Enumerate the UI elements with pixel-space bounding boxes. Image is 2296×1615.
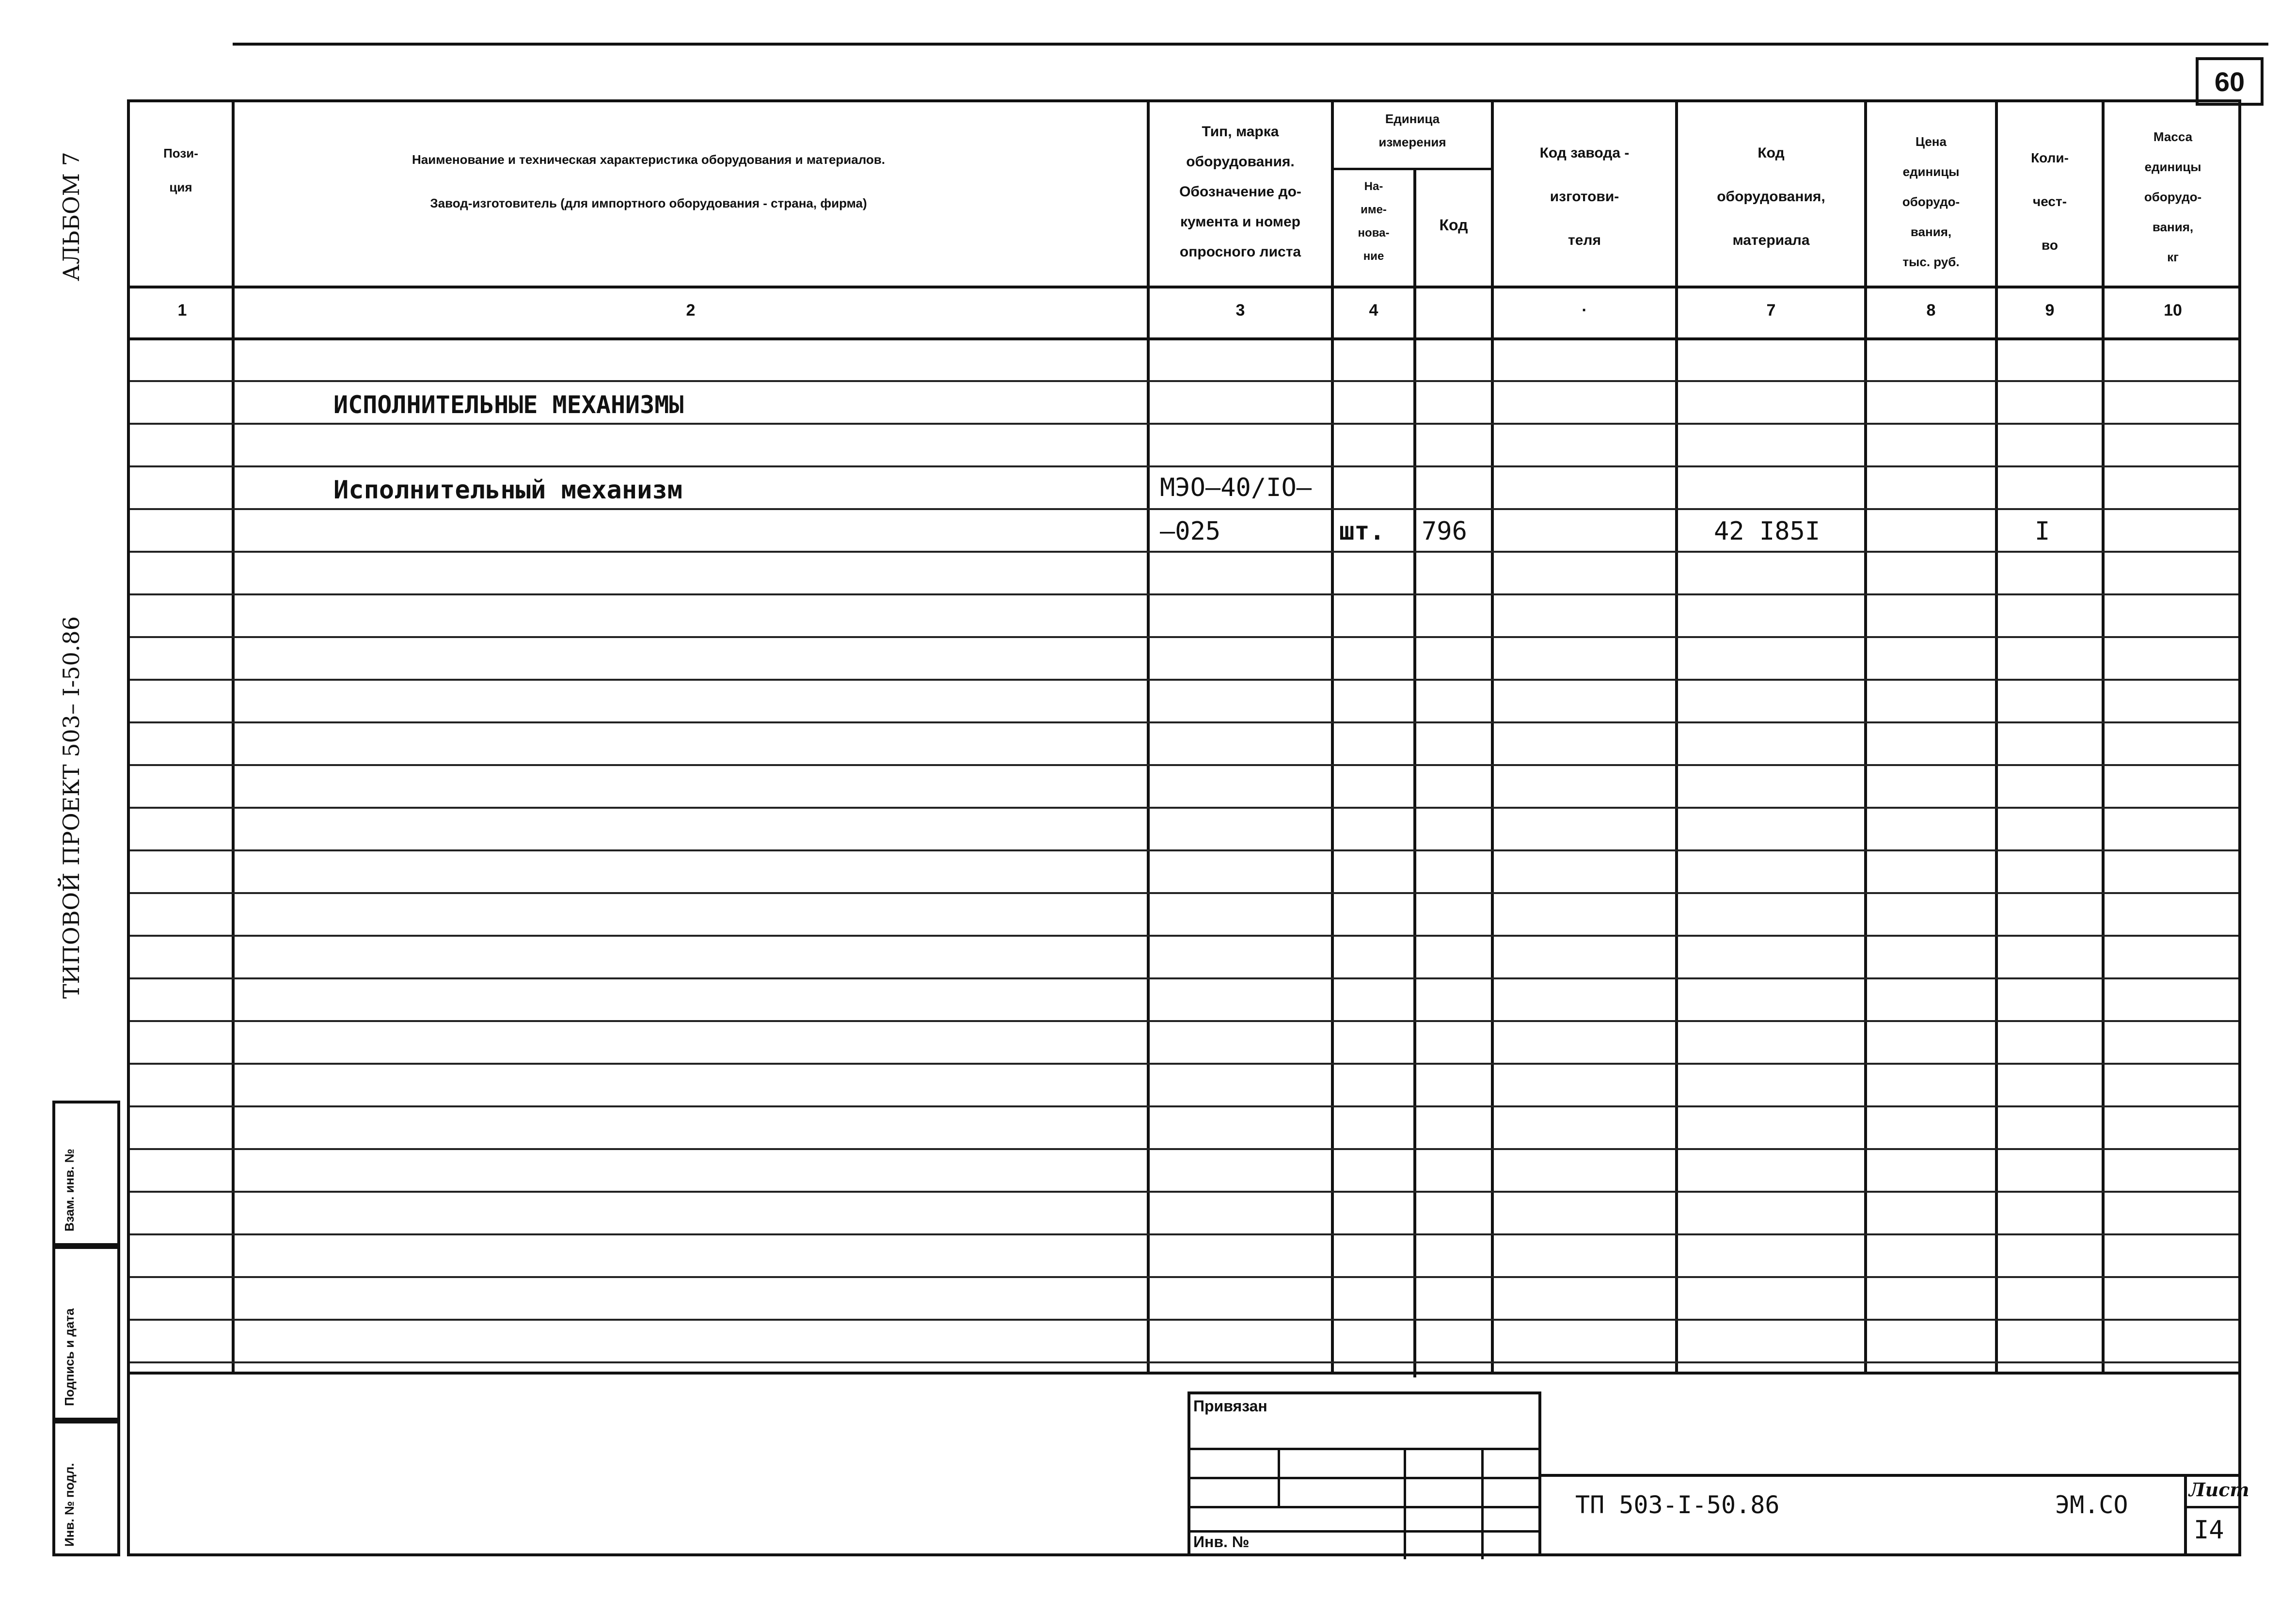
row-line (130, 1319, 2238, 1321)
item-quantity: I (2035, 517, 2050, 546)
row-line (130, 1148, 2238, 1150)
top-border-line (233, 43, 2268, 46)
sheet-number: I4 (2194, 1516, 2224, 1545)
sheet-label: Лист (2189, 1479, 2249, 1501)
row-line (130, 636, 2238, 638)
column-number: 8 (1926, 301, 1936, 320)
item-unit-code: 796 (1422, 517, 1467, 546)
row-line (130, 679, 2238, 681)
row-line (130, 593, 2238, 595)
header-mass: Масса единицы оборудо- вания, кг (2144, 129, 2202, 264)
row-line (130, 508, 2238, 510)
row-line (130, 935, 2238, 937)
row-line (130, 423, 2238, 425)
section-title: ИСПОЛНИТЕЛЬНЫЕ МЕХАНИЗМЫ (333, 391, 684, 419)
item-equipment-code: 42 I85I (1714, 517, 1821, 546)
column-number: 9 (2045, 301, 2055, 320)
header-name-line1: Наименование и техническая характеристика оборудования и материалов. (412, 152, 885, 167)
stamp-replace-inv-label: Взам. инв. № (62, 1149, 77, 1231)
column-number: · (1582, 301, 1587, 320)
row-line (130, 1020, 2238, 1022)
item-type-line2: –025 (1160, 517, 1221, 546)
row-line (130, 1063, 2238, 1065)
project-label: ТИПОВОЙ ПРОЕКТ 503– I-50.86 (58, 616, 84, 999)
row-line (130, 1105, 2238, 1107)
header-unit-code: Код (1439, 216, 1468, 234)
specification-table (127, 99, 2241, 1375)
header-price: Цена единицы оборудо- вания, тыс. руб. (1902, 134, 1960, 269)
column-number: 2 (686, 301, 696, 320)
item-name: Исполнительный механизм (333, 476, 683, 505)
header-type: Тип, марка оборудования. Обозначение до- кумента и номер опросного листа (1179, 124, 1301, 260)
binding-block (1188, 1391, 1541, 1556)
bottom-frame (127, 1375, 2241, 1556)
stamp-sign-date-label: Подпись и дата (62, 1308, 77, 1406)
row-line (130, 977, 2238, 979)
inv-label: Инв. № (1193, 1533, 1250, 1551)
document-code: ТП 503-I-50.86 (1575, 1491, 1780, 1519)
row-line (130, 892, 2238, 894)
item-type-line1: МЭО–40/IO– (1160, 473, 1312, 502)
header-manufacturer-code: Код завода - изготови- теля (1539, 145, 1630, 248)
stamp-inv-orig-label: Инв. № подл. (62, 1463, 77, 1547)
row-line (130, 807, 2238, 809)
document-mark: ЭМ.СО (2055, 1491, 2128, 1519)
bound-label: Привязан (1193, 1397, 1267, 1415)
row-line (130, 849, 2238, 851)
row-line (130, 551, 2238, 553)
row-line (130, 1361, 2238, 1363)
row-line (130, 721, 2238, 723)
row-line (130, 1233, 2238, 1235)
row-line (130, 764, 2238, 766)
column-number: 3 (1235, 301, 1245, 320)
header-position: Пози- ция (163, 146, 198, 194)
column-number: 1 (177, 301, 187, 320)
row-line (130, 1276, 2238, 1278)
row-line (130, 1191, 2238, 1193)
sheet-box (2184, 1474, 2249, 1556)
column-number: 4 (1369, 301, 1378, 320)
page-number: 60 (2196, 57, 2264, 106)
column-number: 7 (1766, 301, 1776, 320)
header-unit-name: На- име- нова- ние (1358, 180, 1390, 263)
header-unit-group: Единица измерения (1378, 112, 1446, 149)
album-label: АЛЬБОМ 7 (58, 152, 84, 281)
row-line (130, 465, 2238, 467)
column-number: 10 (2164, 301, 2182, 320)
header-quantity: Коли- чест- во (2031, 150, 2069, 253)
header-equipment-code: Код оборудования, материала (1717, 145, 1825, 248)
header-name-line2: Завод-изготовитель (для импортного оборудования - страна, фирма) (430, 196, 867, 210)
item-unit: шт. (1339, 517, 1385, 546)
row-line (130, 380, 2238, 382)
